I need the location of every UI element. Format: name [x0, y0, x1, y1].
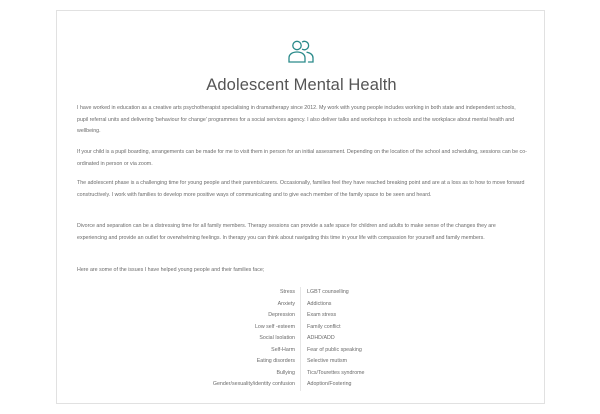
issue-left: Low self -esteem [77, 322, 301, 334]
issue-right: Tics/Tourettes syndrome [307, 369, 365, 376]
content-card [56, 10, 545, 404]
issue-left: Self-Harm [77, 345, 301, 357]
issue-left: Gender/sexuality/identity confusion [77, 379, 301, 391]
issue-right: Addictions [307, 300, 332, 307]
issue-row [77, 299, 527, 311]
issue-row [77, 356, 527, 368]
issue-right: Family conflict [307, 323, 341, 330]
issue-right: Exam stress [307, 312, 337, 318]
issue-left: Social Isolation [77, 333, 301, 345]
issue-right: Fear of public speaking [307, 346, 362, 353]
issue-row [77, 287, 527, 299]
adolescent-phase-paragraph: The adolescent phase is a challenging time for young people and their parents/carers. Occasionally, families feel they have reached breaking point and are at a loss as to how to move forward constructively. I work with families to develop more positive ways of communicating and to give each member of the family space to be seen and heard. [77, 180, 525, 198]
issue-left: Bullying [77, 368, 301, 380]
issue-row [77, 379, 527, 391]
issue-row [77, 333, 527, 345]
issue-right: Selective mutism [307, 358, 348, 364]
page-title: Adolescent Mental Health [206, 76, 397, 94]
issue-row [77, 368, 527, 380]
users-icon [287, 39, 315, 63]
issue-right: Adoption/Fostering [307, 381, 352, 387]
issue-right: LGBT counselling [307, 289, 349, 295]
issue-left: Depression [77, 310, 301, 322]
issue-left: Eating disorders [77, 356, 301, 368]
issue-left: Anxiety [77, 299, 301, 311]
issues-list [77, 287, 527, 391]
issue-right: ADHD/ADD [307, 335, 335, 341]
issue-row [77, 322, 527, 334]
issue-row [77, 345, 527, 357]
boarding-paragraph: If your child is a pupil boarding, arrangements can be made for me to visit them in person for an initial assessment. Depending on the location of the school and scheduling, sessions can be co-ordinated in person or via zoom. [77, 149, 527, 167]
intro-paragraph: I have worked in education as a creative arts psychotherapist specialising in dramatherapy since 2012. My work with young people includes working in both state and independent schools, pupil referral units and delivering 'behaviour for change' programmes for a social services agency. I also deliver talks and workshops in schools and the workplace about mental health and wellbeing. [77, 105, 516, 134]
divorce-paragraph: Divorce and separation can be a distressing time for all family members. Therapy sessions can provide a safe space for children and adults to make sense of the changes they are experiencing and provide an outlet for overwhelming feelings. In therapy you can think about navigating this time in your life with compassion for yourself and family members. [77, 223, 496, 241]
issue-row [77, 310, 527, 322]
issues-intro-paragraph: Here are some of the issues I have helped young people and their families face; [77, 267, 265, 273]
issue-left: Stress [77, 287, 301, 299]
